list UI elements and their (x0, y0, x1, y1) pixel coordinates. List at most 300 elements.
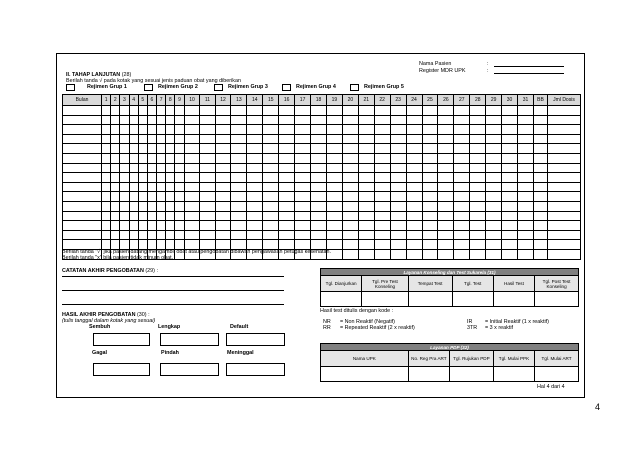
grid-cell[interactable] (518, 221, 534, 231)
grid-cell[interactable] (279, 192, 295, 202)
grid-cell[interactable] (358, 144, 374, 154)
grid-cell[interactable] (390, 115, 406, 125)
grid-cell[interactable] (502, 201, 518, 211)
grid-cell[interactable] (157, 221, 166, 231)
grid-cell[interactable] (548, 153, 581, 163)
grid-cell[interactable] (231, 230, 247, 240)
grid-cell[interactable] (518, 211, 534, 221)
grid-cell[interactable] (147, 211, 156, 221)
grid-cell[interactable] (263, 153, 279, 163)
grid-cell[interactable] (486, 153, 502, 163)
grid-cell[interactable] (470, 240, 486, 250)
grid-cell[interactable] (534, 192, 548, 202)
pdp-cell[interactable] (449, 367, 493, 382)
grid-cell[interactable] (175, 173, 184, 183)
grid-cell[interactable] (147, 192, 156, 202)
grid-cell[interactable] (102, 211, 111, 221)
grid-month-cell[interactable] (63, 163, 102, 173)
grid-cell[interactable] (147, 182, 156, 192)
grid-cell[interactable] (342, 125, 358, 135)
grid-cell[interactable] (247, 240, 263, 250)
grid-cell[interactable] (102, 173, 111, 183)
grid-cell[interactable] (120, 192, 129, 202)
nama-pasien-field[interactable] (494, 66, 564, 67)
grid-cell[interactable] (534, 115, 548, 125)
grid-cell[interactable] (548, 115, 581, 125)
grid-cell[interactable] (184, 115, 200, 125)
grid-cell[interactable] (279, 125, 295, 135)
grid-cell[interactable] (358, 211, 374, 221)
grid-cell[interactable] (454, 144, 470, 154)
grid-cell[interactable] (147, 115, 156, 125)
grid-cell[interactable] (422, 249, 438, 259)
grid-cell[interactable] (231, 106, 247, 116)
grid-cell[interactable] (518, 192, 534, 202)
grid-cell[interactable] (200, 221, 215, 231)
grid-cell[interactable] (406, 230, 422, 240)
grid-cell[interactable] (502, 134, 518, 144)
grid-cell[interactable] (102, 230, 111, 240)
grid-cell[interactable] (326, 163, 342, 173)
grid-cell[interactable] (438, 192, 454, 202)
grid-cell[interactable] (342, 153, 358, 163)
grid-cell[interactable] (129, 125, 138, 135)
grid-cell[interactable] (326, 125, 342, 135)
grid-cell[interactable] (518, 144, 534, 154)
grid-cell[interactable] (374, 240, 390, 250)
grid-cell[interactable] (486, 106, 502, 116)
grid-cell[interactable] (157, 115, 166, 125)
grid-cell[interactable] (157, 144, 166, 154)
grid-cell[interactable] (138, 125, 147, 135)
grid-cell[interactable] (184, 211, 200, 221)
grid-cell[interactable] (157, 182, 166, 192)
grid-cell[interactable] (200, 201, 215, 211)
grid-cell[interactable] (138, 192, 147, 202)
grid-cell[interactable] (129, 144, 138, 154)
grid-cell[interactable] (111, 230, 120, 240)
grid-cell[interactable] (215, 125, 231, 135)
grid-cell[interactable] (374, 249, 390, 259)
grid-cell[interactable] (422, 192, 438, 202)
grid-cell[interactable] (374, 211, 390, 221)
grid-cell[interactable] (111, 182, 120, 192)
grid-cell[interactable] (200, 115, 215, 125)
grid-cell[interactable] (102, 144, 111, 154)
grid-cell[interactable] (247, 153, 263, 163)
grid-cell[interactable] (326, 153, 342, 163)
grid-cell[interactable] (215, 163, 231, 173)
grid-cell[interactable] (548, 249, 581, 259)
grid-cell[interactable] (138, 211, 147, 221)
grid-cell[interactable] (374, 221, 390, 231)
grid-cell[interactable] (438, 134, 454, 144)
grid-cell[interactable] (166, 144, 175, 154)
grid-cell[interactable] (470, 221, 486, 231)
grid-cell[interactable] (247, 163, 263, 173)
grid-cell[interactable] (518, 125, 534, 135)
grid-cell[interactable] (342, 106, 358, 116)
grid-cell[interactable] (247, 106, 263, 116)
grid-cell[interactable] (390, 163, 406, 173)
grid-cell[interactable] (166, 182, 175, 192)
grid-cell[interactable] (263, 144, 279, 154)
grid-cell[interactable] (295, 230, 311, 240)
grid-cell[interactable] (138, 153, 147, 163)
grid-cell[interactable] (138, 240, 147, 250)
grid-cell[interactable] (215, 182, 231, 192)
grid-cell[interactable] (502, 221, 518, 231)
grid-cell[interactable] (215, 240, 231, 250)
grid-cell[interactable] (215, 221, 231, 231)
grid-cell[interactable] (502, 106, 518, 116)
grid-cell[interactable] (157, 153, 166, 163)
grid-cell[interactable] (374, 106, 390, 116)
pdp-cell[interactable] (321, 367, 409, 382)
grid-cell[interactable] (102, 240, 111, 250)
grid-cell[interactable] (175, 163, 184, 173)
grid-cell[interactable] (454, 153, 470, 163)
grid-cell[interactable] (247, 173, 263, 183)
grid-cell[interactable] (374, 163, 390, 173)
grid-cell[interactable] (157, 230, 166, 240)
grid-cell[interactable] (247, 182, 263, 192)
grid-cell[interactable] (438, 221, 454, 231)
grid-cell[interactable] (295, 134, 311, 144)
grid-cell[interactable] (166, 230, 175, 240)
grid-cell[interactable] (454, 221, 470, 231)
grid-cell[interactable] (390, 240, 406, 250)
grid-cell[interactable] (406, 163, 422, 173)
grid-cell[interactable] (166, 115, 175, 125)
grid-month-cell[interactable] (63, 125, 102, 135)
grid-cell[interactable] (231, 211, 247, 221)
grid-cell[interactable] (311, 134, 327, 144)
grid-cell[interactable] (502, 163, 518, 173)
grid-cell[interactable] (534, 182, 548, 192)
grid-cell[interactable] (295, 221, 311, 231)
grid-cell[interactable] (200, 173, 215, 183)
grid-cell[interactable] (295, 144, 311, 154)
grid-cell[interactable] (166, 221, 175, 231)
grid-cell[interactable] (486, 230, 502, 240)
grid-cell[interactable] (175, 153, 184, 163)
konseling-cell[interactable] (535, 292, 579, 307)
grid-cell[interactable] (175, 144, 184, 154)
grid-cell[interactable] (486, 173, 502, 183)
grid-cell[interactable] (342, 134, 358, 144)
grid-cell[interactable] (147, 153, 156, 163)
grid-cell[interactable] (129, 230, 138, 240)
rejimen-1-checkbox[interactable] (66, 84, 75, 91)
grid-cell[interactable] (263, 134, 279, 144)
grid-cell[interactable] (534, 221, 548, 231)
grid-cell[interactable] (175, 192, 184, 202)
rejimen-2-checkbox[interactable] (144, 84, 153, 91)
grid-cell[interactable] (111, 144, 120, 154)
grid-cell[interactable] (454, 173, 470, 183)
grid-cell[interactable] (111, 134, 120, 144)
grid-cell[interactable] (263, 230, 279, 240)
grid-cell[interactable] (138, 144, 147, 154)
grid-cell[interactable] (422, 106, 438, 116)
grid-cell[interactable] (129, 192, 138, 202)
grid-cell[interactable] (470, 249, 486, 259)
grid-cell[interactable] (374, 115, 390, 125)
grid-cell[interactable] (111, 221, 120, 231)
grid-cell[interactable] (215, 201, 231, 211)
grid-cell[interactable] (390, 201, 406, 211)
grid-cell[interactable] (502, 144, 518, 154)
grid-cell[interactable] (247, 144, 263, 154)
grid-cell[interactable] (438, 125, 454, 135)
grid-cell[interactable] (129, 173, 138, 183)
grid-cell[interactable] (120, 201, 129, 211)
grid-cell[interactable] (438, 182, 454, 192)
grid-cell[interactable] (548, 144, 581, 154)
grid-cell[interactable] (295, 240, 311, 250)
grid-cell[interactable] (279, 163, 295, 173)
grid-cell[interactable] (247, 115, 263, 125)
grid-cell[interactable] (184, 182, 200, 192)
grid-cell[interactable] (231, 153, 247, 163)
grid-cell[interactable] (102, 115, 111, 125)
grid-month-cell[interactable] (63, 144, 102, 154)
grid-cell[interactable] (470, 163, 486, 173)
grid-cell[interactable] (390, 230, 406, 240)
grid-cell[interactable] (548, 201, 581, 211)
grid-cell[interactable] (157, 134, 166, 144)
grid-cell[interactable] (548, 211, 581, 221)
grid-cell[interactable] (279, 144, 295, 154)
grid-cell[interactable] (438, 144, 454, 154)
grid-cell[interactable] (111, 211, 120, 221)
register-field[interactable] (494, 73, 564, 74)
grid-cell[interactable] (200, 163, 215, 173)
grid-cell[interactable] (102, 163, 111, 173)
grid-cell[interactable] (231, 134, 247, 144)
grid-cell[interactable] (166, 125, 175, 135)
grid-cell[interactable] (279, 134, 295, 144)
grid-cell[interactable] (454, 201, 470, 211)
grid-cell[interactable] (120, 221, 129, 231)
default-date-box[interactable] (226, 333, 285, 346)
grid-cell[interactable] (548, 125, 581, 135)
grid-month-cell[interactable] (63, 201, 102, 211)
grid-cell[interactable] (406, 153, 422, 163)
grid-cell[interactable] (406, 173, 422, 183)
grid-cell[interactable] (534, 230, 548, 240)
grid-cell[interactable] (111, 163, 120, 173)
rejimen-3-checkbox[interactable] (214, 84, 223, 91)
grid-cell[interactable] (184, 201, 200, 211)
grid-cell[interactable] (200, 125, 215, 135)
grid-cell[interactable] (102, 106, 111, 116)
grid-cell[interactable] (166, 192, 175, 202)
grid-cell[interactable] (200, 134, 215, 144)
grid-cell[interactable] (102, 125, 111, 135)
grid-cell[interactable] (342, 249, 358, 259)
grid-cell[interactable] (263, 240, 279, 250)
grid-cell[interactable] (295, 211, 311, 221)
grid-month-cell[interactable] (63, 221, 102, 231)
grid-cell[interactable] (406, 144, 422, 154)
grid-cell[interactable] (231, 221, 247, 231)
grid-cell[interactable] (486, 249, 502, 259)
grid-cell[interactable] (374, 201, 390, 211)
grid-month-cell[interactable] (63, 230, 102, 240)
grid-cell[interactable] (111, 240, 120, 250)
grid-cell[interactable] (358, 134, 374, 144)
grid-cell[interactable] (311, 182, 327, 192)
grid-cell[interactable] (129, 106, 138, 116)
grid-cell[interactable] (406, 106, 422, 116)
grid-cell[interactable] (454, 230, 470, 240)
grid-cell[interactable] (438, 211, 454, 221)
grid-cell[interactable] (406, 211, 422, 221)
grid-cell[interactable] (438, 201, 454, 211)
grid-cell[interactable] (138, 201, 147, 211)
grid-cell[interactable] (470, 115, 486, 125)
grid-cell[interactable] (422, 201, 438, 211)
grid-cell[interactable] (175, 230, 184, 240)
grid-cell[interactable] (175, 201, 184, 211)
grid-cell[interactable] (548, 192, 581, 202)
grid-cell[interactable] (279, 153, 295, 163)
grid-month-cell[interactable] (63, 182, 102, 192)
grid-cell[interactable] (374, 230, 390, 240)
grid-cell[interactable] (438, 240, 454, 250)
grid-cell[interactable] (454, 249, 470, 259)
grid-cell[interactable] (518, 182, 534, 192)
grid-cell[interactable] (263, 125, 279, 135)
grid-cell[interactable] (231, 182, 247, 192)
grid-cell[interactable] (438, 153, 454, 163)
grid-cell[interactable] (502, 230, 518, 240)
grid-cell[interactable] (184, 230, 200, 240)
grid-cell[interactable] (326, 240, 342, 250)
grid-cell[interactable] (166, 201, 175, 211)
grid-cell[interactable] (102, 201, 111, 211)
grid-cell[interactable] (247, 201, 263, 211)
grid-cell[interactable] (406, 192, 422, 202)
grid-cell[interactable] (120, 182, 129, 192)
grid-cell[interactable] (502, 115, 518, 125)
grid-cell[interactable] (147, 106, 156, 116)
grid-cell[interactable] (231, 240, 247, 250)
catatan-line-2[interactable] (62, 290, 284, 291)
grid-cell[interactable] (502, 211, 518, 221)
grid-cell[interactable] (263, 211, 279, 221)
grid-cell[interactable] (311, 201, 327, 211)
grid-month-cell[interactable] (63, 192, 102, 202)
grid-cell[interactable] (295, 106, 311, 116)
grid-cell[interactable] (518, 249, 534, 259)
grid-cell[interactable] (215, 192, 231, 202)
grid-cell[interactable] (486, 144, 502, 154)
grid-cell[interactable] (129, 211, 138, 221)
grid-cell[interactable] (502, 173, 518, 183)
konseling-cell[interactable] (408, 292, 452, 307)
grid-cell[interactable] (438, 230, 454, 240)
grid-month-cell[interactable] (63, 106, 102, 116)
grid-cell[interactable] (518, 240, 534, 250)
grid-cell[interactable] (374, 134, 390, 144)
grid-cell[interactable] (390, 221, 406, 231)
grid-cell[interactable] (147, 240, 156, 250)
grid-cell[interactable] (120, 153, 129, 163)
grid-cell[interactable] (247, 125, 263, 135)
grid-cell[interactable] (231, 144, 247, 154)
grid-cell[interactable] (120, 230, 129, 240)
grid-cell[interactable] (534, 125, 548, 135)
grid-cell[interactable] (374, 144, 390, 154)
gagal-date-box[interactable] (93, 363, 150, 376)
grid-cell[interactable] (548, 106, 581, 116)
grid-cell[interactable] (342, 173, 358, 183)
grid-cell[interactable] (166, 163, 175, 173)
grid-cell[interactable] (311, 163, 327, 173)
konseling-cell[interactable] (362, 292, 408, 307)
grid-cell[interactable] (279, 230, 295, 240)
grid-cell[interactable] (147, 134, 156, 144)
grid-month-cell[interactable] (63, 173, 102, 183)
grid-cell[interactable] (263, 192, 279, 202)
grid-cell[interactable] (311, 230, 327, 240)
grid-cell[interactable] (147, 173, 156, 183)
grid-cell[interactable] (215, 106, 231, 116)
grid-cell[interactable] (486, 221, 502, 231)
meninggal-date-box[interactable] (226, 363, 285, 376)
grid-cell[interactable] (175, 240, 184, 250)
grid-cell[interactable] (548, 221, 581, 231)
grid-cell[interactable] (534, 134, 548, 144)
grid-cell[interactable] (200, 182, 215, 192)
grid-cell[interactable] (502, 249, 518, 259)
grid-cell[interactable] (295, 115, 311, 125)
grid-cell[interactable] (311, 173, 327, 183)
grid-cell[interactable] (454, 192, 470, 202)
grid-cell[interactable] (295, 192, 311, 202)
pdp-cell[interactable] (493, 367, 534, 382)
grid-cell[interactable] (279, 201, 295, 211)
grid-cell[interactable] (184, 221, 200, 231)
grid-cell[interactable] (422, 211, 438, 221)
grid-cell[interactable] (215, 134, 231, 144)
grid-cell[interactable] (111, 153, 120, 163)
grid-cell[interactable] (406, 249, 422, 259)
grid-cell[interactable] (147, 125, 156, 135)
grid-cell[interactable] (102, 221, 111, 231)
grid-cell[interactable] (548, 134, 581, 144)
grid-cell[interactable] (138, 106, 147, 116)
grid-cell[interactable] (184, 134, 200, 144)
grid-cell[interactable] (454, 115, 470, 125)
grid-cell[interactable] (120, 134, 129, 144)
grid-cell[interactable] (175, 106, 184, 116)
grid-cell[interactable] (486, 125, 502, 135)
grid-cell[interactable] (279, 106, 295, 116)
grid-cell[interactable] (406, 125, 422, 135)
grid-cell[interactable] (111, 106, 120, 116)
grid-cell[interactable] (470, 230, 486, 240)
grid-cell[interactable] (311, 153, 327, 163)
grid-month-cell[interactable] (63, 134, 102, 144)
grid-cell[interactable] (311, 115, 327, 125)
grid-cell[interactable] (470, 125, 486, 135)
grid-cell[interactable] (111, 173, 120, 183)
grid-cell[interactable] (279, 182, 295, 192)
